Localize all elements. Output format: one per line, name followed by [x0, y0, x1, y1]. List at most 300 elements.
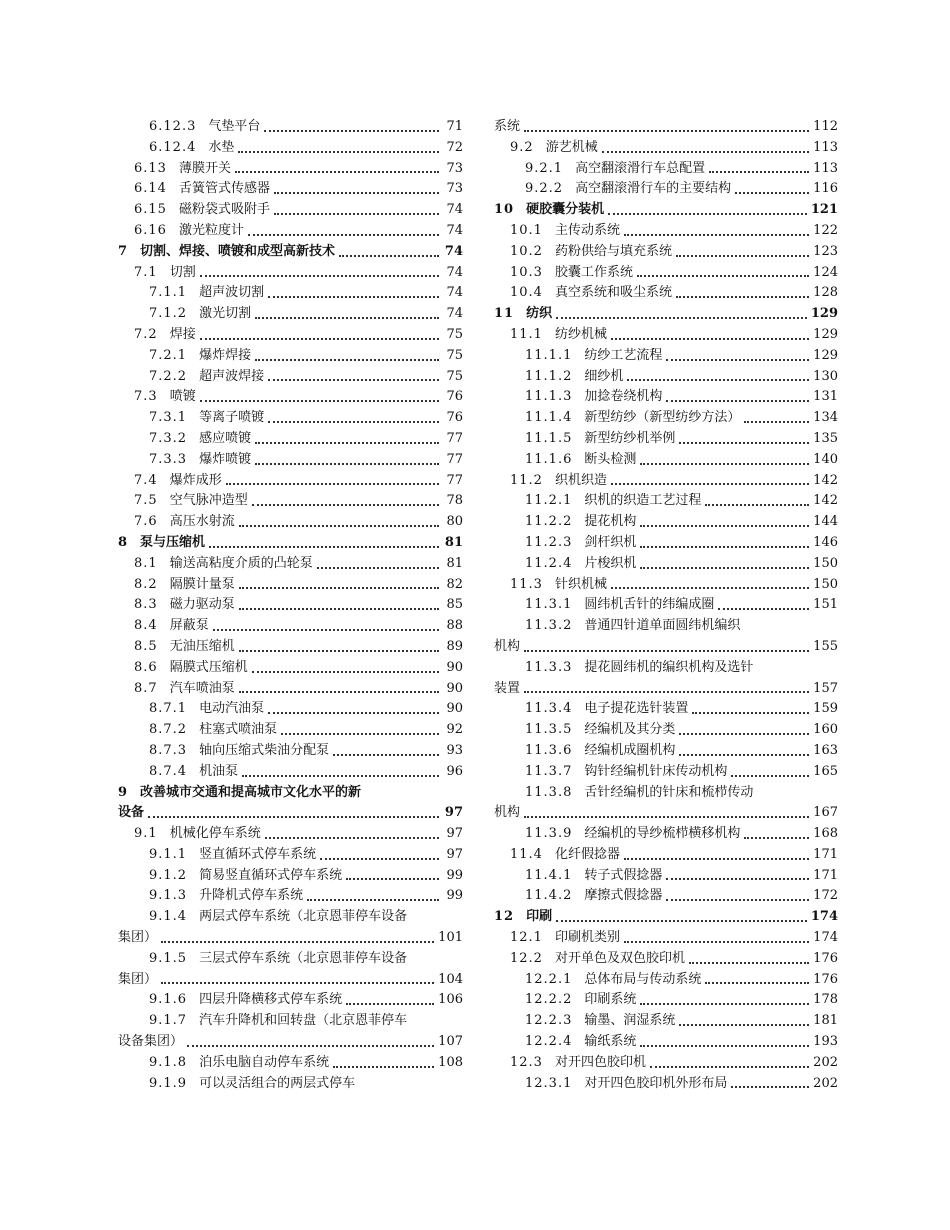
- toc-entry: [118, 762, 463, 783]
- toc-leader-dots: [200, 399, 439, 402]
- toc-entry-title: 印刷机类别: [554, 930, 620, 946]
- toc-leader-dots: [268, 295, 439, 298]
- toc-entry-title: 屏蔽泵: [169, 618, 209, 634]
- toc-entry-title: 设备集团）: [118, 1034, 184, 1050]
- toc-entry-number: 9.1.9: [149, 1075, 188, 1091]
- toc-entry-page: 142: [813, 472, 838, 488]
- toc-entry-title: 对开单色及双色胶印机: [554, 950, 685, 966]
- toc-entry-page: 74: [446, 264, 463, 280]
- toc-entry-number: 11.1: [510, 326, 543, 342]
- toc-leader-dots: [709, 170, 809, 173]
- toc-leader-dots: [666, 898, 809, 901]
- toc-leader-dots: [268, 378, 439, 381]
- toc-leader-dots: [689, 961, 809, 964]
- toc-entry-number: 7.2.1: [149, 347, 188, 363]
- toc-entry: [494, 595, 838, 616]
- toc-leader-dots: [235, 170, 439, 173]
- toc-entry-page: 116: [813, 181, 838, 197]
- toc-entry-title: 印刷: [526, 909, 553, 925]
- toc-entry-number: 11: [494, 306, 515, 322]
- toc-leader-dots: [268, 711, 439, 714]
- toc-entry-number: 9.1.4: [149, 909, 188, 925]
- toc-entry: [494, 471, 838, 492]
- toc-entry-number: 6.16: [134, 222, 167, 238]
- toc-entry-title: 切割、焊接、喷镀和成型高新技术: [140, 243, 336, 259]
- toc-entry-number: 7.1.1: [149, 285, 188, 301]
- toc-entry: [494, 408, 838, 429]
- toc-entry-continuation: [118, 970, 463, 991]
- toc-entry-number: 11.2.2: [525, 514, 573, 530]
- toc-entry: [494, 346, 838, 367]
- toc-entry-title: 隔膜计量泵: [169, 576, 235, 592]
- toc-leader-dots: [148, 815, 439, 818]
- toc-entry-title: 对开四色胶印机: [554, 1054, 646, 1070]
- toc-entry-continuation: [494, 637, 838, 658]
- toc-entry-page: 202: [813, 1054, 838, 1070]
- toc-entry: [494, 1074, 838, 1095]
- toc-entry-continuation: [494, 117, 838, 138]
- toc-entry-title: 爆炸焊接: [199, 347, 252, 363]
- toc-entry: [118, 325, 463, 346]
- toc-leader-dots: [744, 836, 809, 839]
- toc-entry-number: 8.6: [134, 659, 158, 675]
- toc-leader-dots: [307, 898, 439, 901]
- toc-entry: [494, 512, 838, 533]
- toc-entry-title: 磁粉袋式吸附手: [178, 202, 270, 218]
- toc-entry-page: 168: [813, 826, 838, 842]
- toc-entry-page: 99: [446, 888, 463, 904]
- toc-entry-page: 130: [813, 368, 838, 384]
- toc-entry-number: 7.1.2: [149, 306, 188, 322]
- toc-entry: [494, 741, 838, 762]
- toc-entry-page: 93: [446, 742, 463, 758]
- toc-entry-page: 97: [444, 805, 463, 821]
- toc-entry-title: 提花机构: [584, 514, 637, 530]
- toc-entry: [494, 720, 838, 741]
- toc-leader-dots: [346, 1002, 434, 1005]
- toc-entry-title: 片梭织机: [584, 555, 637, 571]
- toc-entry-title: 激光切割: [199, 306, 252, 322]
- toc-leader-dots: [611, 337, 809, 340]
- toc-entry-title: 焊接: [169, 326, 196, 342]
- toc-entry-title: 切割: [169, 264, 196, 280]
- toc-entry-title: 集团）: [118, 971, 158, 987]
- toc-entry-title: 机械化停车系统: [169, 826, 261, 842]
- toc-entry: [494, 824, 838, 845]
- toc-entry-page: 176: [813, 950, 838, 966]
- toc-entry-title: 机构: [494, 638, 521, 654]
- toc-entry-page: 134: [813, 410, 838, 426]
- toc-leader-dots: [317, 566, 439, 569]
- toc-entry-title: 设备: [118, 805, 145, 821]
- toc-entry-number: 12.3: [510, 1054, 543, 1070]
- toc-entry: [494, 762, 838, 783]
- toc-leader-dots: [705, 981, 809, 984]
- toc-entry-page: 160: [813, 722, 838, 738]
- toc-leader-dots: [200, 337, 439, 340]
- toc-entry: [494, 138, 838, 159]
- toc-entry-number: 9.1.6: [149, 992, 188, 1008]
- toc-entry-title: 纺织: [526, 306, 553, 322]
- toc-entry: [494, 866, 838, 887]
- toc-entry: [118, 741, 463, 762]
- toc-entry-number: 7.6: [134, 514, 158, 530]
- toc-entry-title: 空气脉冲造型: [169, 493, 248, 509]
- toc-entry-page: 106: [438, 992, 463, 1008]
- toc-entry-title: 两层式停车系统（北京恩菲停车设备: [199, 909, 408, 925]
- toc-entry-title: 高空翻滚滑行车的主要结构: [575, 181, 732, 197]
- toc-entry: [494, 221, 838, 242]
- toc-entry-page: 171: [813, 846, 838, 862]
- toc-entry-title: 感应喷镀: [199, 430, 252, 446]
- toc-entry-page: 131: [813, 389, 838, 405]
- toc-entry-title: 汽车喷油泵: [169, 680, 235, 696]
- toc-entry-number: 6.12.4: [149, 139, 197, 155]
- toc-entry: [118, 990, 463, 1011]
- toc-entry-page: 167: [813, 805, 838, 821]
- toc-entry-number: 6.15: [134, 202, 167, 218]
- toc-entry: [118, 242, 463, 263]
- toc-entry-title: 织机的织造工艺过程: [584, 493, 702, 509]
- toc-leader-dots: [242, 774, 439, 777]
- toc-entry-continuation: [118, 803, 463, 824]
- toc-entry: [494, 886, 838, 907]
- toc-entry-page: 107: [438, 1034, 463, 1050]
- toc-entry-page: 135: [813, 430, 838, 446]
- toc-entry-page: 104: [438, 971, 463, 987]
- toc-entry: [118, 949, 463, 970]
- toc-entry-title: 断头检测: [584, 451, 637, 467]
- toc-entry: [118, 554, 463, 575]
- toc-entry-page: 88: [446, 618, 463, 634]
- toc-leader-dots: [666, 877, 809, 880]
- toc-entry-page: 178: [813, 992, 838, 1008]
- toc-entry-title: 超声波焊接: [199, 368, 265, 384]
- toc-entry-title: 爆炸成形: [169, 472, 222, 488]
- toc-entry: [118, 1074, 463, 1095]
- toc-entry: [494, 367, 838, 388]
- toc-entry-number: 11.3.9: [525, 826, 573, 842]
- toc-entry-title: 圆纬机舌针的纬编成圈: [584, 597, 715, 613]
- toc-entry-title: 竖直循环式停车系统: [199, 846, 317, 862]
- toc-entry-title: 输送高粘度介质的凸轮泵: [169, 555, 313, 571]
- toc-entry: [118, 429, 463, 450]
- toc-entry-number: 11.3.4: [525, 701, 573, 717]
- toc-leader-dots: [281, 732, 439, 735]
- toc-entry-number: 8.7: [134, 680, 158, 696]
- toc-entry: [118, 408, 463, 429]
- toc-entry-title: 柱塞式喷油泵: [199, 722, 278, 738]
- toc-leader-dots: [679, 1023, 809, 1026]
- toc-entry-title: 经编机的导纱梳栉横移机构: [584, 826, 741, 842]
- toc-entry-number: 11.2.1: [525, 493, 573, 509]
- toc-entry-page: 76: [446, 410, 463, 426]
- toc-leader-dots: [666, 399, 809, 402]
- toc-entry: [118, 450, 463, 471]
- toc-entry-page: 80: [446, 514, 463, 530]
- toc-entry-page: 82: [446, 576, 463, 592]
- toc-entry: [494, 990, 838, 1011]
- toc-entry: [494, 387, 838, 408]
- toc-leader-dots: [608, 212, 807, 215]
- toc-entry-title: 超声波切割: [199, 285, 265, 301]
- toc-leader-dots: [624, 233, 809, 236]
- toc-entry: [494, 616, 838, 637]
- toc-right-column: [494, 117, 838, 1094]
- toc-leader-dots: [213, 628, 439, 631]
- toc-entry-page: 74: [446, 202, 463, 218]
- toc-entry-title: 升降机式停车系统: [199, 888, 304, 904]
- toc-entry-title: 针织机械: [554, 576, 607, 592]
- toc-leader-dots: [238, 150, 439, 153]
- toc-left-column: [118, 117, 463, 1094]
- toc-entry-title: 钩针经编机针床传动机构: [584, 763, 728, 779]
- toc-entry-page: 123: [813, 243, 838, 259]
- toc-leader-dots: [187, 1044, 434, 1047]
- toc-entry-title: 舌针经编机的针床和梳栉传动: [584, 784, 754, 800]
- toc-entry: [118, 699, 463, 720]
- toc-leader-dots: [161, 981, 434, 984]
- toc-entry: [494, 658, 838, 679]
- toc-entry: [118, 1011, 463, 1032]
- toc-entry-title: 激光粒度计: [178, 222, 244, 238]
- toc-entry-number: 11.1.5: [525, 430, 573, 446]
- toc-leader-dots: [556, 316, 807, 319]
- toc-entry-title: 集团）: [118, 930, 158, 946]
- toc-entry: [118, 907, 463, 928]
- toc-entry: [494, 1011, 838, 1032]
- toc-entry: [118, 367, 463, 388]
- toc-leader-dots: [346, 877, 439, 880]
- toc-entry-page: 113: [813, 139, 838, 155]
- toc-entry-title: 化纤假捻器: [554, 846, 620, 862]
- toc-leader-dots: [226, 482, 439, 485]
- toc-entry-title: 磁力驱动泵: [169, 597, 235, 613]
- toc-entry-title: 主传动系统: [554, 222, 620, 238]
- toc-leader-dots: [239, 607, 439, 610]
- toc-entry-title: 三层式停车系统（北京恩菲停车设备: [199, 950, 408, 966]
- toc-leader-dots: [239, 690, 439, 693]
- toc-leader-dots: [248, 233, 439, 236]
- toc-entry-page: 165: [813, 763, 838, 779]
- toc-entry-page: 122: [813, 222, 838, 238]
- toc-entry-title: 总体布局与传动系统: [584, 971, 702, 987]
- toc-entry: [118, 387, 463, 408]
- toc-entry-page: 108: [438, 1054, 463, 1070]
- toc-entry-number: 12.2.2: [525, 992, 573, 1008]
- toc-entry-title: 爆炸喷镀: [199, 451, 252, 467]
- toc-entry-page: 99: [446, 867, 463, 883]
- toc-entry-page: 174: [813, 930, 838, 946]
- toc-leader-dots: [731, 774, 809, 777]
- toc-leader-dots: [252, 670, 439, 673]
- toc-entry-number: 10.3: [510, 264, 543, 280]
- toc-entry-page: 129: [813, 347, 838, 363]
- toc-entry: [118, 512, 463, 533]
- toc-leader-dots: [265, 836, 439, 839]
- toc-entry-number: 10.2: [510, 243, 543, 259]
- toc-entry-continuation: [118, 928, 463, 949]
- toc-entry: [118, 595, 463, 616]
- toc-entry-title: 装置: [494, 680, 521, 696]
- toc-entry: [494, 949, 838, 970]
- toc-entry-number: 11.4.1: [525, 867, 573, 883]
- toc-entry: [494, 845, 838, 866]
- toc-entry: [118, 471, 463, 492]
- toc-entry: [494, 783, 838, 804]
- toc-leader-dots: [524, 649, 809, 652]
- toc-entry-number: 8.7.4: [149, 763, 188, 779]
- toc-leader-dots: [274, 212, 439, 215]
- toc-entry: [118, 159, 463, 180]
- toc-leader-dots: [624, 940, 809, 943]
- toc-entry: [494, 699, 838, 720]
- toc-entry-page: 73: [446, 181, 463, 197]
- toc-entry: [118, 886, 463, 907]
- toc-entry-title: 可以灵活组合的两层式停车: [199, 1075, 356, 1091]
- toc-entry-number: 12.2.3: [525, 1013, 573, 1029]
- toc-entry-title: 提花圆纬机的编织机构及选针: [584, 659, 754, 675]
- toc-entry-title: 电动汽油泵: [199, 701, 265, 717]
- toc-entry-title: 简易竖直循环式停车系统: [199, 867, 343, 883]
- toc-entry-title: 新型纺纱机举例: [584, 430, 676, 446]
- toc-entry-number: 11.3.7: [525, 763, 573, 779]
- toc-leader-dots: [640, 1044, 809, 1047]
- toc-leader-dots: [624, 857, 809, 860]
- toc-entry: [118, 138, 463, 159]
- toc-leader-dots: [333, 1065, 434, 1068]
- toc-entry-page: 176: [813, 971, 838, 987]
- toc-entry-title: 高空翻滚滑行车总配置: [575, 160, 706, 176]
- toc-entry-number: 9.1.5: [149, 950, 188, 966]
- toc-entry-title: 泵与压缩机: [140, 534, 206, 550]
- toc-entry-continuation: [494, 803, 838, 824]
- toc-leader-dots: [705, 503, 809, 506]
- toc-entry-title: 系统: [494, 119, 521, 134]
- toc-leader-dots: [718, 607, 809, 610]
- toc-entry-page: 155: [813, 638, 838, 654]
- toc-entry-title: 纺纱机械: [554, 326, 607, 342]
- toc-leader-dots: [320, 857, 439, 860]
- toc-entry: [494, 304, 838, 325]
- toc-entry-number: 8.1: [134, 555, 158, 571]
- toc-entry-number: 10.4: [510, 285, 543, 301]
- toc-entry-number: 9.1.7: [149, 1013, 188, 1029]
- toc-leader-dots: [255, 316, 439, 319]
- toc-entry-title: 纺纱工艺流程: [584, 347, 663, 363]
- toc-entry-page: 78: [446, 493, 463, 509]
- toc-entry: [494, 325, 838, 346]
- toc-leader-dots: [640, 545, 809, 548]
- toc-entry-number: 11.3.6: [525, 742, 573, 758]
- toc-entry-page: 75: [446, 347, 463, 363]
- toc-entry-page: 146: [813, 534, 838, 550]
- toc-entry-number: 11.2: [510, 472, 543, 488]
- toc-entry-page: 77: [446, 472, 463, 488]
- toc-leader-dots: [524, 815, 809, 818]
- toc-leader-dots: [239, 524, 439, 527]
- toc-entry-title: 经编机及其分类: [584, 722, 676, 738]
- toc-entry-number: 12.1: [510, 930, 543, 946]
- toc-entry: [118, 783, 463, 804]
- toc-leader-dots: [200, 274, 439, 277]
- toc-entry-title: 汽车升降机和回转盘（北京恩菲停车: [199, 1013, 408, 1029]
- toc-leader-dots: [333, 753, 439, 756]
- toc-entry-title: 织机织造: [554, 472, 607, 488]
- toc-entry-number: 8.5: [134, 638, 158, 654]
- toc-entry-number: 9.1: [134, 826, 158, 842]
- toc-leader-dots: [640, 462, 809, 465]
- toc-entry-number: 12: [494, 909, 515, 925]
- toc-entry-number: 12.2.1: [525, 971, 573, 987]
- toc-entry-number: 9.1.8: [149, 1054, 188, 1070]
- toc-entry-page: 113: [813, 160, 838, 176]
- toc-entry-number: 12.2: [510, 950, 543, 966]
- toc-entry-title: 印刷系统: [584, 992, 637, 1008]
- toc-entry-page: 74: [444, 243, 463, 259]
- toc-entry-page: 75: [446, 368, 463, 384]
- toc-entry-title: 摩擦式假捻器: [584, 888, 663, 904]
- toc-entry-page: 124: [813, 264, 838, 280]
- toc-entry: [118, 866, 463, 887]
- toc-entry: [118, 1053, 463, 1074]
- toc-entry-number: 11.3.2: [525, 618, 573, 634]
- toc-entry-number: 11.2.4: [525, 555, 573, 571]
- toc-entry-number: 7.3.2: [149, 430, 188, 446]
- toc-leader-dots: [676, 254, 809, 257]
- toc-leader-dots: [627, 378, 809, 381]
- toc-entry-number: 10: [494, 202, 515, 218]
- toc-leader-dots: [611, 586, 809, 589]
- toc-entry-page: 77: [446, 451, 463, 467]
- toc-entry-page: 157: [813, 680, 838, 696]
- toc-leader-dots: [679, 732, 809, 735]
- toc-leader-dots: [640, 1002, 809, 1005]
- toc-entry-page: 77: [446, 430, 463, 446]
- toc-entry-page: 73: [446, 160, 463, 176]
- toc-entry-page: 174: [810, 909, 838, 925]
- toc-entry-number: 7.1: [134, 264, 158, 280]
- toc-entry-page: 129: [810, 306, 838, 322]
- toc-entry-title: 无油压缩机: [169, 638, 235, 654]
- toc-entry-page: 142: [813, 493, 838, 509]
- toc-entry-title: 输墨、润湿系统: [584, 1013, 676, 1029]
- toc-entry-number: 7.3.1: [149, 410, 188, 426]
- toc-leader-dots: [602, 150, 809, 153]
- toc-entry-title: 转子式假捻器: [584, 867, 663, 883]
- toc-entry-title: 改善城市交通和提高城市文化水平的新: [140, 784, 362, 800]
- toc-entry-number: 9.1.2: [149, 867, 188, 883]
- toc-entry: [118, 283, 463, 304]
- toc-entry: [494, 970, 838, 991]
- toc-entry-number: 7.5: [134, 493, 158, 509]
- toc-entry-page: 75: [446, 326, 463, 342]
- toc-entry-page: 163: [813, 742, 838, 758]
- toc-entry-number: 8.7.2: [149, 722, 188, 738]
- toc-entry-number: 9.1.3: [149, 888, 188, 904]
- toc-entry-title: 喷镀: [169, 389, 196, 405]
- toc-entry-number: 9.1.1: [149, 846, 188, 862]
- toc-entry: [118, 658, 463, 679]
- toc-entry-number: 11.1.2: [525, 368, 573, 384]
- toc-entry-number: 9.2.1: [525, 160, 564, 176]
- toc-leader-dots: [676, 295, 809, 298]
- toc-entry-page: 90: [446, 701, 463, 717]
- toc-entry: [494, 554, 838, 575]
- toc-entry-title: 硬胶囊分装机: [526, 202, 605, 218]
- toc-entry-number: 6.13: [134, 160, 167, 176]
- toc-entry-number: 11.3.8: [525, 784, 573, 800]
